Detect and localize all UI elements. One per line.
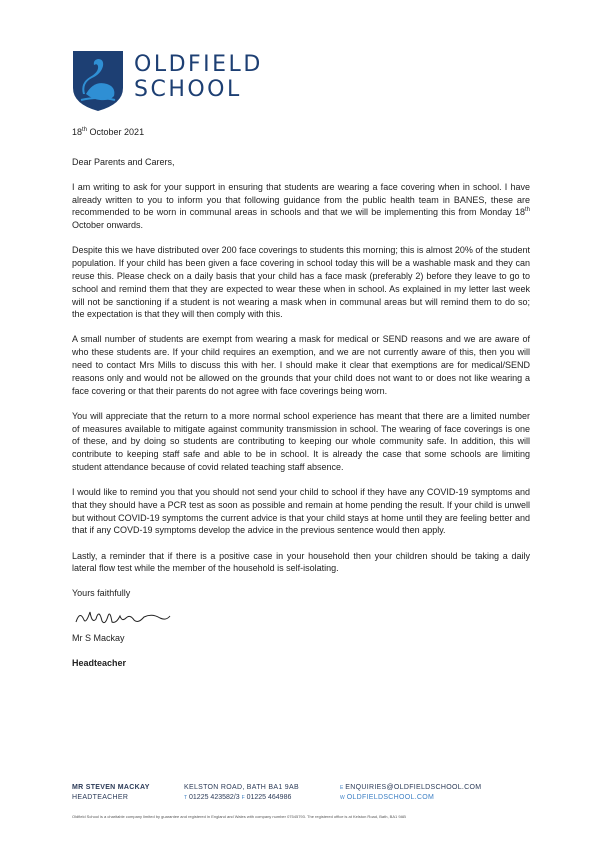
email-label: E xyxy=(340,785,344,791)
school-name xyxy=(134,52,314,102)
signer-name: Mr S Mackay xyxy=(72,633,125,644)
footer-web-line xyxy=(340,793,481,803)
letter-body xyxy=(72,126,530,682)
date-rest: October 2021 xyxy=(87,127,145,137)
footer-phones: 01225 423582/3 xyxy=(189,794,240,801)
signer-title: Headteacher xyxy=(72,658,127,669)
signature-icon xyxy=(72,604,182,630)
paragraph-1-sup: th xyxy=(524,207,530,214)
footer-legal: Oldfield School is a charitable company limited by guarantee and registered in England and Wales with company number 07545793. The registered office is at Kelston Road, Bath, BA1 9AB xyxy=(72,814,406,819)
footer-email-line xyxy=(340,783,481,793)
paragraph-4: You will appreciate that the return to a more normal school experience has meant that there are a limited number of measures available to mitigate against community transmission in school. The wearing of face coverings is one of these, and by doing so students are contributing to keeping our whole community safe. In addition, this will contribute to keeping staff safe and able to be in school. It is already the case that some schools are limiting student attendance because of covid related teaching staff absence. xyxy=(72,410,530,472)
date-day: 18 xyxy=(72,127,83,137)
paragraph-3: A small number of students are exempt from wearing a mask for medical or SEND reasons and we are aware of who these students are. If your child requires an exemption, and we are not currently aware of this, then you will need to contact Mrs Mills to discuss this with her. I should make it clear that exemptions are for medical/SEND reasons only and would not be allowed on the grounds that your child does not want to or does not like wearing a face covering or that their parents do not agree with face coverings being worn. xyxy=(72,334,530,396)
footer-head-name: MR STEVEN MACKAY xyxy=(72,784,150,791)
footer-address-col xyxy=(184,783,299,803)
signature-image xyxy=(72,604,530,630)
paragraph-1 xyxy=(72,181,530,232)
letter-date xyxy=(72,126,530,139)
paragraph-6: Lastly, a reminder that if there is a positive case in your household then your children should be taking a daily lateral flow test while the member of the household is self-isolating. xyxy=(72,550,530,574)
footer-email[interactable]: ENQUIRIES@OLDFIELDSCHOOL.COM xyxy=(345,784,482,791)
footer-head-col xyxy=(72,783,150,803)
web-label: W xyxy=(340,795,345,801)
paragraph-5: I would like to remind you that you should not send your child to school if they have any COVID-19 symptoms and that they should have a PCR test as soon as possible and remain at home pending the result. If your child is unwell but without COVID-19 symptoms the current advice is that your child stays at home until they are feeling better and that if any COVD-19 symptoms develop the advice in the previous sentence would then apply. xyxy=(72,487,530,536)
phone-label: T xyxy=(184,795,188,801)
footer-web[interactable]: OLDFIELDSCHOOL.COM xyxy=(346,794,435,801)
fax-label: F xyxy=(241,795,245,801)
school-name-line2: SCHOOL xyxy=(134,77,242,102)
footer-phone-line xyxy=(184,793,299,803)
date-suffix: th xyxy=(82,127,88,133)
salutation: Dear Parents and Carers, xyxy=(72,156,175,167)
paragraph-1-text: I am writing to ask for your support in ensuring that students are wearing a face covering when in school. I have already written to you to inform you that following guidance from the public health team in BANES, these are recommended to be worn in communal areas in schools and that we will be implementing this from Monday 18 xyxy=(72,181,530,218)
footer-address: KELSTON ROAD, BATH BA1 9AB xyxy=(184,784,299,791)
closing: Yours faithfully xyxy=(72,588,131,599)
school-name-line1: OLDFIELD xyxy=(134,52,263,77)
footer-contact-col xyxy=(340,783,481,803)
footer-head-role: HEADTEACHER xyxy=(72,794,129,801)
footer-fax: 01225 464986 xyxy=(246,794,292,801)
paragraph-1-end: October onwards. xyxy=(72,220,144,231)
swan-shield-icon xyxy=(72,50,124,112)
paragraph-2: Despite this we have distributed over 200 face coverings to students this morning; this is almost 20% of the student population. If your child has been given a face covering in school today this will be a washable mask and they can reuse this. Please check on a daily basis that your child has a face mask (preferably 2) before they leave to go to school and remind them that they are expected to wear these when in school. As explained in my letter last week will not be sanctioning if a student is not wearing a mask when in communal areas but will remind them to do so; the expectation is that they will then comply with this. xyxy=(72,245,530,320)
